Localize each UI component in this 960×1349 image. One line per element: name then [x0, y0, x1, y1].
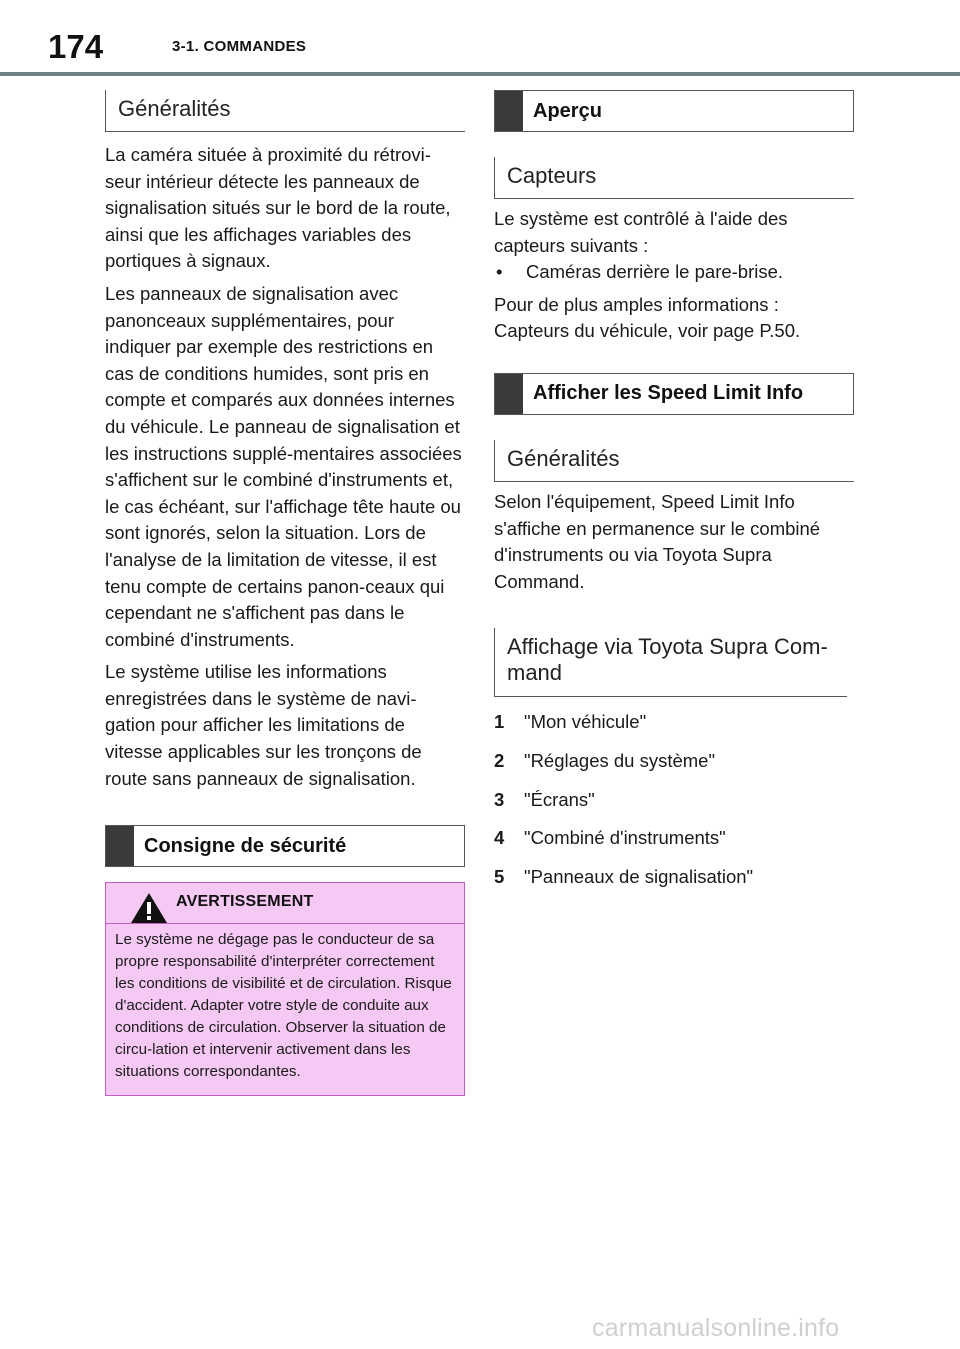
step-number: 3 [494, 788, 505, 810]
section-bar [495, 374, 523, 414]
section-heading-speed-limit [494, 373, 854, 415]
paragraph-panels: Les panneaux de signalisation avec panonceaux supplémentaires, pour indiquer par exemple des restrictions en cas de conditions humides, sont pris en compte et comparés aux données internes du véhicule. Le panneau de signalisation et les instructions supplé-mentaires associées s'affichent sur le combiné d'instruments et, le cas échéant, sur l'affichage tête haute ou sont ignorés, selon la situation. Lors de l'analyse de la limitation de vitesse, il est tenu compte de certains panon-ceaux qui cependant ne s'affichent pas dans le combiné d'instruments. [105, 282, 462, 650]
warning-triangle-icon [130, 892, 168, 924]
step-label: "Panneaux de signalisation" [524, 865, 754, 887]
section-bar [106, 826, 134, 866]
header-rule [0, 72, 960, 76]
step-label: "Écrans" [524, 788, 595, 810]
subsection-heading-capteurs: Capteurs [494, 157, 854, 199]
chapter-title: 3-1. COMMANDES [172, 38, 307, 55]
step-number: 5 [494, 865, 505, 887]
step-label: "Réglages du système" [524, 749, 716, 771]
section-heading-apercu [494, 90, 854, 132]
warning-box [105, 882, 465, 1096]
section-title: Afficher les Speed Limit Info [533, 382, 804, 405]
list-item [494, 259, 854, 286]
watermark: carmanualsonline.info [592, 1314, 840, 1342]
generalites-text: Selon l'équipement, Speed Limit Info s'affiche en permanence sur le combiné d'instruments ou via Toyota Supra Command. [494, 490, 821, 592]
section-title: Consigne de sécurité [144, 834, 347, 857]
step-label: "Mon véhicule" [524, 711, 647, 733]
section-heading-safety [105, 825, 465, 867]
step-label: "Combiné d'instruments" [524, 827, 726, 849]
step-number: 4 [494, 827, 505, 849]
page-header [0, 0, 960, 78]
step-number: 2 [494, 749, 505, 771]
paragraph-camera: La caméra située à proximité du rétrovi-seur intérieur détecte les panneaux de signalisation situés sur le bord de la route, ainsi que les affichages variables des portiques à signaux. [105, 144, 451, 272]
page-number: 174 [48, 28, 104, 65]
step-number: 1 [494, 711, 505, 733]
section-bar [495, 91, 523, 131]
paragraph-navigation: Le système utilise les informations enregistrées dans le système de navi-gation pour afficher les limitations de vitesse applicables sur les tronçons de route sans panneaux de signalisation. [105, 661, 422, 789]
list-item [494, 825, 854, 852]
list-item [494, 748, 854, 775]
list-item [494, 864, 854, 891]
subsection-heading-generalites: Généralités [494, 440, 854, 482]
warning-header [106, 883, 464, 924]
warning-title: AVERTISSEMENT [176, 893, 314, 911]
list-item [494, 787, 854, 814]
warning-text: Le système ne dégage pas le conducteur de sa propre responsabilité d'interpréter correctement les conditions de visibilité et de circulation. Risque d'accident. Adapter votre style de conduite aux conditions de circulation. Observer la situation de circu-lation et intervenir activement dans les situations correspondantes. [115, 931, 452, 1081]
subsection-heading-generalites: Généralités [105, 90, 465, 132]
subsection-heading-affichage: Affichage via Toyota Supra Com-mand [494, 628, 847, 697]
bullet-icon: • [496, 261, 503, 283]
bullet-text: Caméras derrière le pare-brise. [526, 261, 784, 283]
right-column [494, 90, 854, 902]
capteurs-more: Pour de plus amples informations : Capteurs du véhicule, voir page P.50. [494, 293, 801, 342]
steps-list [494, 709, 854, 890]
list-item [494, 709, 854, 736]
body-text [105, 142, 465, 792]
left-column [105, 90, 465, 1096]
section-title: Aperçu [533, 99, 602, 122]
capteurs-intro: Le système est contrôlé à l'aide des capteurs suivants : [494, 208, 788, 256]
